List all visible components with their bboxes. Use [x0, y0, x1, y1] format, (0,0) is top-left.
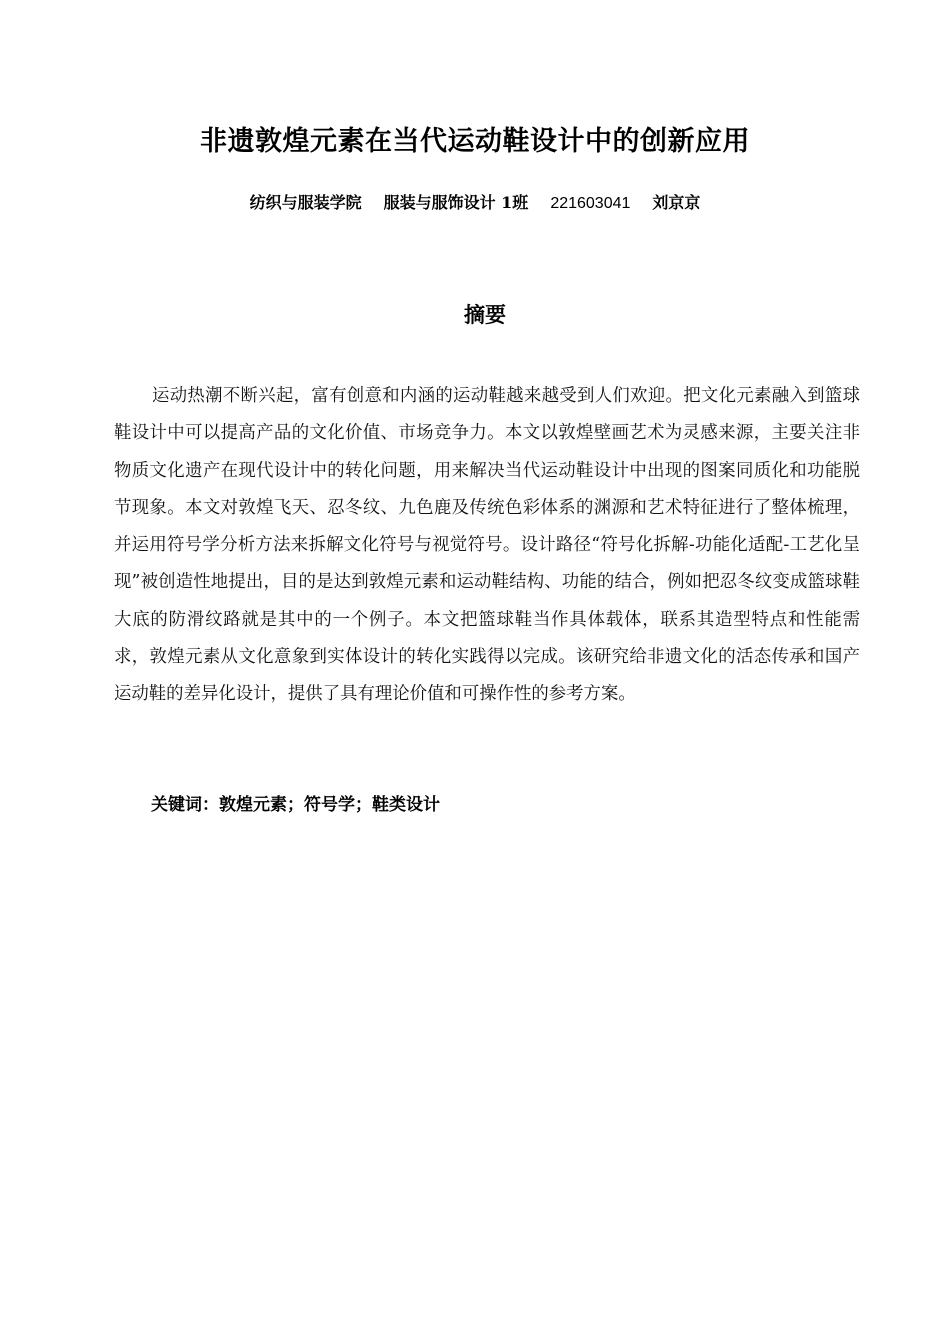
student-id: 221603041: [550, 195, 631, 212]
abstract-heading: 摘要: [464, 303, 506, 327]
major-class: 服装与服饰设计 1班: [383, 193, 529, 212]
author-byline: [0, 190, 950, 217]
paper-title: 非遗敦煌元素在当代运动鞋设计中的创新应用: [200, 126, 750, 157]
abstract-body: 运动热潮不断兴起，富有创意和内涵的运动鞋越来越受到人们欢迎。把文化元素融入到篮球鞋设计中可以提高产品的文化价值、市场竞争力。本文以敦煌壁画艺术为灵感来源，主要关注非物质文化遗产在现代设计中的转化问题，用来解决当代运动鞋设计中出现的图案同质化和功能脱节现象。本文对敦煌飞天、忍冬纹、九色鹿及传统色彩体系的渊源和艺术特征进行了整体梳理，并运用符号学分析方法来拆解文化符号与视觉符号。设计路径“符号化拆解-功能化适配-工艺化呈现”被创造性地提出，目的是达到敦煌元素和运动鞋结构、功能的结合，例如把忍冬纹变成篮球鞋大底的防滑纹路就是其中的一个例子。本文把篮球鞋当作具体载体，联系其造型特点和性能需求，敦煌元素从文化意象到实体设计的转化实践得以完成。该研究给非遗文化的活态传承和国产运动鞋的差异化设计，提供了具有理论价值和可操作性的参考方案。: [114, 386, 860, 705]
author-name: 刘京京: [652, 193, 701, 212]
college-name: 纺织与服装学院: [249, 193, 362, 212]
keywords-line: 关键词：敦煌元素；符号学；鞋类设计: [151, 795, 440, 815]
